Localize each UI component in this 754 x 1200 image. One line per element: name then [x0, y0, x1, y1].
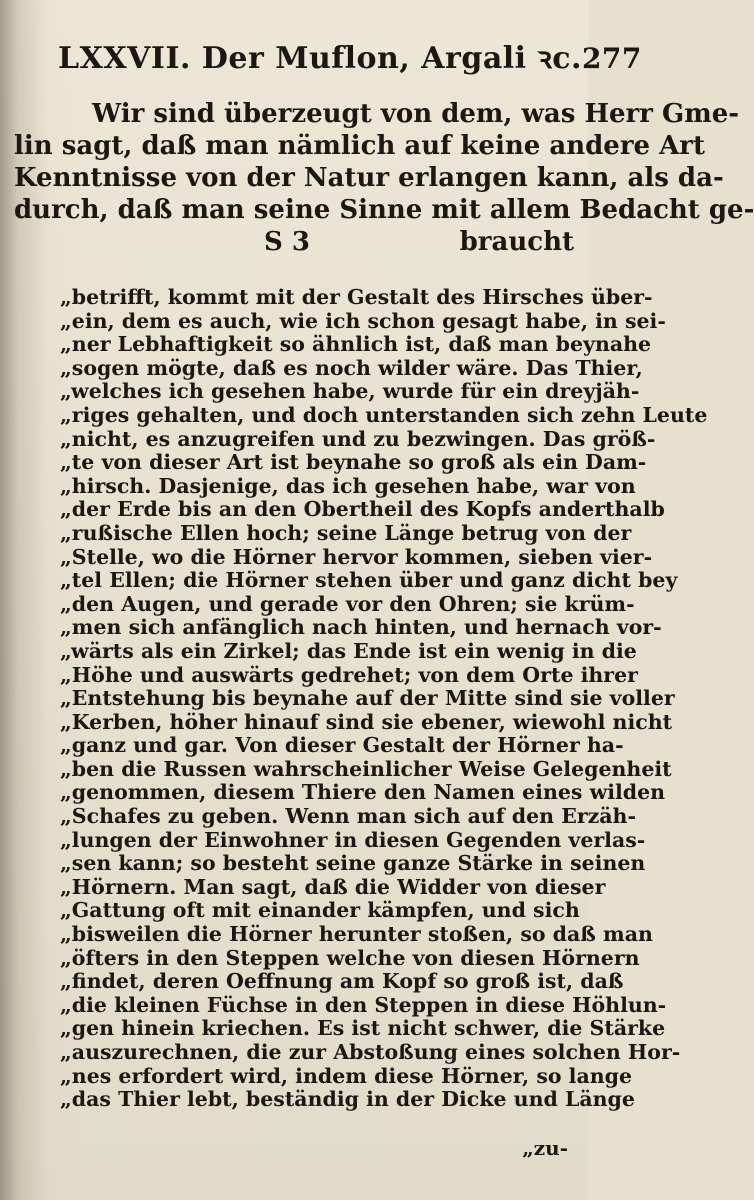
- text-line: „auszurechnen, die zur Abstoßung eines solchen Hor-: [60, 1040, 681, 1064]
- text-line: „men sich anfänglich nach hinten, und hernach vor-: [60, 615, 662, 640]
- text-line: durch, daß man seine Sinne mit allem Bedacht ge-: [14, 195, 754, 225]
- text-line: „Stelle, wo die Hörner hervor kommen, sieben vier-: [60, 544, 653, 569]
- text-line: „lungen der Einwohner in diesen Gegenden verlas-: [60, 827, 646, 852]
- lower-text-block: [60, 285, 708, 1112]
- text-line: „bisweilen die Hörner herunter stoßen, so daß man: [60, 922, 653, 947]
- text-line: „ben die Russen wahrscheinlicher Weise Gelegenheit: [60, 756, 672, 781]
- text-line: „te von dieser Art ist beynahe so groß als ein Dam-: [60, 450, 647, 475]
- text-line: „hirsch. Dasjenige, das ich gesehen habe, war von: [60, 473, 636, 498]
- signature-row: [14, 227, 574, 261]
- text-line: „ner Lebhaftigkeit so ähnlich ist, daß man beynahe: [60, 332, 652, 357]
- page-number: 277: [581, 42, 642, 75]
- running-head: [58, 36, 642, 76]
- text-line: lin sagt, daß man nämlich auf keine andere Art: [14, 131, 705, 161]
- text-line: „sogen mögte, daß es noch wilder wäre. Das Thier,: [60, 355, 643, 380]
- text-line: „tel Ellen; die Hörner stehen über und ganz dicht bey: [60, 568, 678, 593]
- text-line: Kenntnisse von der Natur erlangen kann, als da-: [14, 163, 724, 193]
- text-line: „öfters in den Steppen welche von diesen Hörnern: [60, 945, 640, 970]
- text-line: „genommen, diesem Thiere den Namen eines wilden: [60, 780, 666, 805]
- upper-text-block: [14, 98, 754, 226]
- text-line: „riges gehalten, und doch unterstanden sich zehn Leute: [60, 402, 708, 427]
- text-line: „gen hinein kriechen. Es ist nicht schwer, die Stärke: [60, 1016, 666, 1041]
- text-line: „nes erfordert wird, indem diese Hörner, so lange: [60, 1063, 633, 1088]
- text-line: „Kerben, höher hinauf sind sie ebener, wiewohl nicht: [60, 709, 673, 734]
- text-line: „rußische Ellen hoch; seine Länge betrug von der: [60, 520, 632, 545]
- text-line: „sen kann; so besteht seine ganze Stärke in seinen: [60, 851, 646, 876]
- text-line: „die kleinen Füchse in den Steppen in diese Höhlun-: [60, 992, 667, 1017]
- text-line: „Schafes zu geben. Wenn man sich auf den Erzäh-: [60, 804, 636, 829]
- catchword-bottom: „zu-: [522, 1136, 568, 1160]
- text-line: „findet, deren Oeffnung am Kopf so groß ist, daß: [60, 969, 624, 994]
- text-line: „das Thier lebt, beständig in der Dicke und Länge: [60, 1087, 635, 1112]
- text-line: „ganz und gar. Von dieser Gestalt der Hörner ha-: [60, 733, 624, 758]
- text-line: Wir sind überzeugt von dem, was Herr Gme-: [92, 99, 740, 129]
- running-title: LXXVII. Der Muflon, Argali ꝛc.: [58, 41, 582, 76]
- signature-mark: S 3: [264, 227, 310, 257]
- text-line: „ein, dem es auch, wie ich schon gesagt habe, in sei-: [60, 308, 666, 333]
- text-line: „der Erde bis an den Obertheil des Kopfs anderthalb: [60, 497, 665, 522]
- text-line: „welches ich gesehen habe, wurde für ein dreyjäh-: [60, 379, 640, 404]
- catchword: braucht: [459, 227, 574, 257]
- text-line: „Höhe und auswärts gedrehet; von dem Orte ihrer: [60, 662, 638, 687]
- text-line: „betrifft, kommt mit der Gestalt des Hirsches über-: [60, 285, 653, 309]
- text-line: „nicht, es anzugreifen und zu bezwingen. Das größ-: [60, 426, 656, 451]
- text-line: „Entstehung bis beynahe auf der Mitte sind sie voller: [60, 686, 675, 711]
- text-line: „wärts als ein Zirkel; das Ende ist ein wenig in die: [60, 638, 637, 663]
- text-line: „Hörnern. Man sagt, daß die Widder von dieser: [60, 874, 606, 899]
- text-line: „den Augen, und gerade vor den Ohren; sie krüm-: [60, 591, 635, 616]
- text-line: „Gattung oft mit einander kämpfen, und sich: [60, 898, 580, 923]
